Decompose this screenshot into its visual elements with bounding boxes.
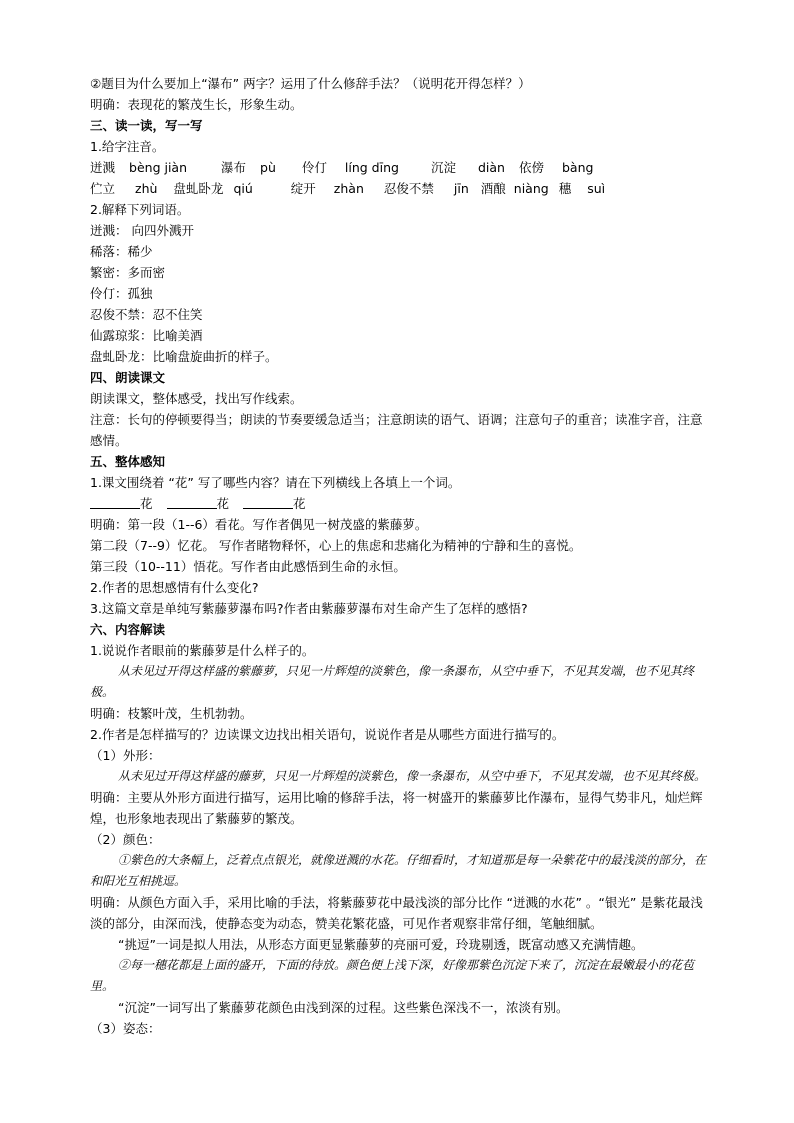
- pinyin-row-2: [90, 178, 710, 199]
- blank-line[interactable]: [167, 495, 217, 509]
- blank-suffix: 花: [140, 496, 153, 511]
- answer-part-2: 第二段（7--9）忆花。 写作者睹物释怀，心上的焦虑和悲痛化为精神的宁静和生的喜悦。: [90, 538, 582, 553]
- sub-heading-color: （2）颜色：: [90, 832, 161, 847]
- blank-suffix: 花: [216, 496, 230, 511]
- sub-heading-shape: （1）外形：: [90, 748, 161, 763]
- question-feelings: 2.作者的思想感情有什么变化?: [90, 580, 259, 595]
- section-4-heading: 四、朗读课文: [90, 370, 166, 385]
- quote-text: ②每一穗花都是上面的盛开，下面的待放。颜色便上浅下深，好像那紫色沉淀下来了，沉淀在最嫩最小的花苞里。: [90, 958, 695, 993]
- definition: 迸溅： 向四外溅开: [90, 223, 194, 238]
- question-description: 2.作者是怎样描写的？边读课文边找出相关语句，说说作者是从哪些方面进行描写的。: [90, 727, 565, 742]
- fill-in-task: 1.课文围绕着 “花” 写了哪些内容？请在下列横线上各填上一个词。: [90, 475, 461, 490]
- word: 盘虬卧龙: [173, 181, 224, 196]
- pinyin: líng dīng: [344, 160, 399, 175]
- pinyin: suì: [587, 181, 606, 196]
- word: 穗: [558, 181, 572, 196]
- word: 伫立: [90, 181, 116, 196]
- pinyin: niàng: [513, 181, 549, 196]
- fill-in-blanks: [90, 493, 710, 514]
- blank-line[interactable]: [90, 495, 140, 509]
- answer-shape: 明确：主要从外形方面进行描写，运用比喻的修辞手法，将一树盛开的紫藤萝比作瀑布，显得气势非凡，灿烂辉煌，也形象地表现出了紫藤萝的繁茂。: [90, 790, 703, 826]
- word: 沉淀: [430, 160, 456, 175]
- pinyin: zhù: [135, 181, 158, 196]
- blank-line[interactable]: [243, 495, 293, 509]
- pinyin: bàng: [561, 160, 594, 175]
- answer-part-3: 第三段（10--11）悟花。写作者由此感悟到生命的永恒。: [90, 559, 406, 574]
- quote-text: 从未见过开得这样盛的紫藤萝，只见一片辉煌的淡紫色，像一条瀑布，从空中垂下，不见其发端，也不见其终极。: [90, 664, 695, 699]
- pinyin-row-1: [90, 157, 710, 178]
- word: 伶仃: [301, 160, 327, 175]
- definition: 伶仃：孤独: [90, 286, 153, 301]
- word: 依傍: [518, 160, 544, 175]
- answer-part-1: 明确：第一段（1--6）看花。写作者偶见一树茂盛的紫藤萝。: [90, 517, 428, 532]
- word: 绽开: [290, 181, 316, 196]
- word: 瀑布: [221, 160, 247, 175]
- word: 酒酿: [480, 181, 506, 196]
- word: 忍俊不禁: [383, 181, 434, 196]
- section-6-heading: 六、内容解读: [90, 622, 166, 637]
- section-5-heading: 五、整体感知: [90, 454, 166, 469]
- definition: 仙露琼浆：比喻美酒: [90, 328, 203, 343]
- pinyin: diàn: [477, 160, 505, 175]
- definition: 稀落：稀少: [90, 244, 153, 259]
- task-define: 2.解释下列词语。: [90, 202, 190, 217]
- definition: 繁密：多而密: [90, 265, 166, 280]
- question-appearance: 1.说说作者眼前的紫藤萝是什么样子的。: [90, 643, 315, 658]
- question-insight: 3.这篇文章是单纯写紫藤萝瀑布吗?作者由紫藤萝瀑布对生命产生了怎样的感悟?: [90, 601, 528, 616]
- section-3-heading: 三、读一读，写一写: [90, 118, 203, 133]
- reading-notes: 注意：长句的停顿要得当；朗读的节奏要缓急适当；注意朗读的语气、语调；注意句子的重音；读准字音，注意感情。: [90, 412, 703, 448]
- note-tease: “挑逗”一词是拟人用法，从形态方面更显紫藤萝的亮丽可爱，玲珑剔透，既富动感又充满情趣。: [118, 937, 644, 952]
- answer-2: 明确：表现花的繁茂生长，形象生动。: [90, 97, 303, 112]
- answer-appearance: 明确：枝繁叶茂，生机勃勃。: [90, 706, 253, 721]
- pinyin: jīn: [453, 181, 469, 196]
- pinyin: bèng jiàn: [129, 160, 187, 175]
- reading-task: 朗读课文，整体感受，找出写作线索。: [90, 391, 303, 406]
- pinyin: pù: [260, 160, 276, 175]
- answer-color: 明确：从颜色方面入手，采用比喻的手法，将紫藤萝花中最浅淡的部分比作 “迸溅的水花” 。“银光” 是紫花最浅淡的部分，由深而浅，使静态变为动态，赞美花繁花盛，可见作者观察非常仔细，笔触细腻。: [90, 895, 703, 931]
- pinyin: qiú: [233, 181, 253, 196]
- document-page: [90, 73, 710, 1039]
- question-2: ②题目为什么要加上“瀑布” 两字？运用了什么修辞手法？（说明花开得怎样？）: [90, 76, 531, 91]
- sub-heading-posture: （3）姿态：: [90, 1021, 161, 1036]
- pinyin: zhàn: [333, 181, 364, 196]
- quote-text: ①紫色的大条幅上，泛着点点银光，就像迸溅的水花。仔细看时，才知道那是每一朵紫花中的最浅淡的部分，在和阳光互相挑逗。: [90, 853, 707, 888]
- note-sediment: “沉淀”一词写出了紫藤萝花颜色由浅到深的过程。这些紫色深浅不一，浓淡有别。: [118, 1000, 569, 1015]
- blank-suffix: 花: [293, 496, 306, 511]
- definition: 盘虬卧龙：比喻盘旋曲折的样子。: [90, 349, 278, 364]
- word: 迸溅: [90, 160, 116, 175]
- quote-text: 从未见过开得这样盛的藤萝，只见一片辉煌的淡紫色，像一条瀑布，从空中垂下，不见其发端，也不见其终极。: [118, 769, 707, 783]
- definition: 忍俊不禁：忍不住笑: [90, 307, 203, 322]
- task-pinyin: 1.给字注音。: [90, 139, 165, 154]
